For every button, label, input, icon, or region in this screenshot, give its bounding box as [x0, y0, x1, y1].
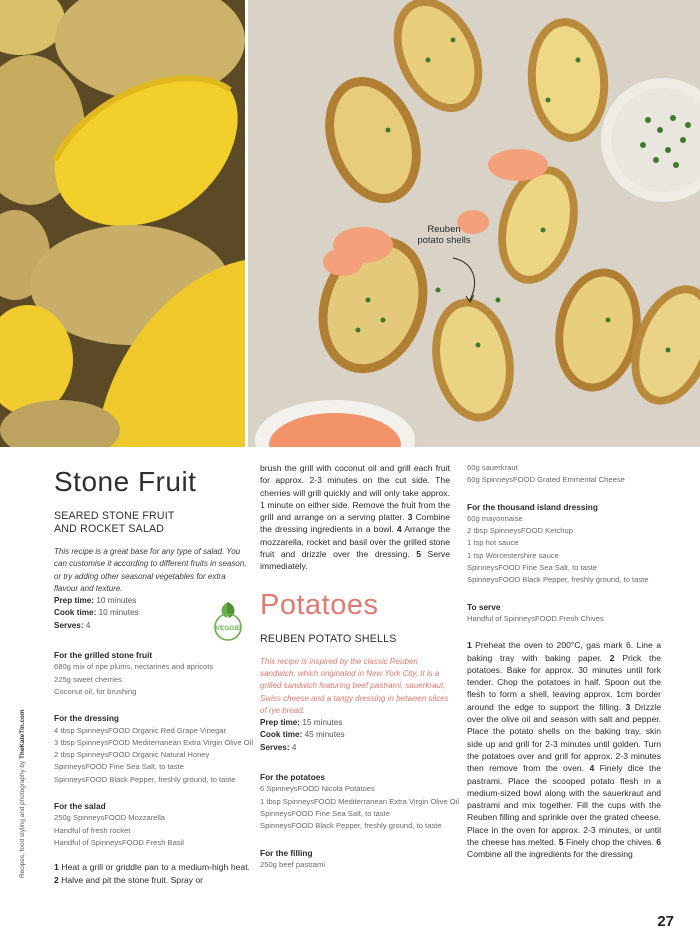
right-column: [467, 462, 661, 861]
ingredient-item: 6 SpinneysFOOD Nicola Potatoes: [260, 784, 375, 794]
photo-caption-line2: potato shells: [417, 235, 471, 246]
step-number: 3: [625, 701, 631, 712]
serves-value: 4: [291, 742, 297, 752]
step-number: 2: [609, 652, 615, 663]
step-text: Halve and pit the stone fruit. Spray or: [58, 874, 204, 885]
credit-text: Recipes, food styling and photography by: [19, 758, 26, 878]
potatoes-photo: [0, 0, 245, 447]
ingredient-item: SpinneysFOOD Fine Sea Salt, to taste: [260, 808, 390, 818]
step-number: 1: [467, 640, 472, 651]
step-text: brush the grill with coconut oil and grill each fruit for approx. 2-3 minutes on the cut side. The cherries will grill quickly and will only take approx. 1 minute on either side. Remove the fruit from the grill and arrange on a serving platter.: [260, 463, 450, 523]
ingredient-item: 2 tbsp SpinneysFOOD Organic Natural Honey: [54, 750, 210, 760]
photo-caption-line1: Reuben: [427, 224, 461, 235]
salad-heading: For the salad: [54, 801, 106, 812]
ingredient-item: SpinneysFOOD Fine Sea Salt, to taste: [467, 563, 597, 573]
step-text: Prick the potatoes. Bake for approx. 30 minutes until fork tender. Chop the potatoes in half. Spoon out the flesh to form a shell, leaving approx. 1cm border around the edge to support the filling.: [467, 652, 661, 712]
ingredient-item: 2 tbsp SpinneysFOOD Ketchup: [467, 526, 573, 536]
ingredient-item: 1 tbsp SpinneysFOOD Mediterranean Extra Virgin Olive Oil: [260, 796, 460, 806]
filling-list-cont: [467, 462, 661, 487]
photo-caption: [414, 224, 474, 246]
thousand-island-heading: For the thousand island dressing: [467, 501, 598, 512]
reuben-photo-illustration: [248, 0, 700, 447]
salad-list: [54, 812, 250, 849]
step-number: 3: [407, 512, 413, 523]
ingredient-item: SpinneysFOOD Black Pepper, freshly ground, to taste: [467, 575, 649, 585]
potatoes-photo-illustration: [0, 0, 245, 447]
filling-heading: For the filling: [260, 847, 313, 858]
step-text: Serve immediately.: [260, 549, 450, 572]
step-number: 5: [558, 837, 564, 848]
serves-label: Serves:: [260, 742, 290, 752]
step-number: 2: [54, 874, 59, 885]
potatoes-list: [260, 783, 460, 832]
page-number: 27: [657, 913, 674, 930]
ingredient-item: Handful of fresh rocket: [54, 825, 131, 835]
cook-label: Cook time:: [54, 608, 97, 618]
dressing-heading: For the dressing: [54, 713, 120, 724]
cook-value: 10 minutes: [98, 608, 139, 618]
photo-credit: [18, 688, 28, 878]
stone-fruit-title: Stone Fruit: [54, 466, 197, 497]
step-text: Arrange the mozzarella, rocket and basil over the grilled stone fruit and drizzle over the dressing.: [260, 524, 450, 560]
ingredient-item: Handful of SpinneysFOOD Fresh Chives: [467, 613, 604, 623]
ingredient-item: Handful of SpinneysFOOD Fresh Basil: [54, 837, 184, 847]
potatoes-heading: For the potatoes: [260, 772, 325, 783]
prep-label: Prep time:: [260, 718, 301, 728]
ingredient-item: 60g sauerkraut: [467, 463, 518, 472]
ingredient-item: 225g sweet cherries: [54, 674, 122, 684]
ingredient-item: SpinneysFOOD Fine Sea Salt, to taste: [54, 762, 184, 772]
ingredient-item: 1 tsp Worcestershire sauce: [467, 550, 559, 560]
to-serve-heading: To serve: [467, 601, 501, 612]
step-number: 4: [589, 763, 595, 774]
to-serve-list: [467, 613, 661, 625]
cook-label: Cook time:: [260, 730, 303, 740]
step-number: 5: [416, 549, 422, 560]
stone-fruit-intro: This recipe is a great base for any type of salad. You can customise it according to different fruits in season, or try adding other seasonal vegetables for extra flavour and texture.: [54, 547, 247, 593]
recipe-name-line2: AND ROCKET SALAD: [54, 523, 165, 535]
step-text: Finely chop the chives.: [563, 837, 657, 848]
step-number: 4: [396, 524, 402, 535]
serves-label: Serves:: [54, 620, 84, 630]
ingredient-item: 4 tbsp SpinneysFOOD Organic Red Grape Vinegar: [54, 725, 227, 735]
recipe-name-line1: SEARED STONE FRUIT: [54, 510, 175, 522]
dressing-list: [54, 725, 254, 786]
thousand-island-list: [467, 513, 661, 587]
potatoes-title: Potatoes: [260, 588, 379, 621]
step-text: Preheat the oven to 200°C, gas mark 6. Line a baking tray with baking paper.: [467, 640, 661, 663]
ingredient-item: 1 tsp hot sauce: [467, 538, 519, 548]
ingredient-item: SpinneysFOOD Black Pepper, freshly ground, to taste: [54, 774, 236, 784]
step-text: Combine the dressing ingredients in a bowl.: [260, 512, 450, 535]
filling-list-start: [260, 859, 450, 871]
ingredient-item: 60g SpinneysFOOD Grated Emmental Cheese: [467, 475, 625, 485]
ingredient-item: 60g mayonnaise: [467, 513, 523, 523]
step-number: 6: [656, 837, 661, 848]
middle-column: [260, 462, 460, 871]
step-text: Drizzle over the olive oil and season with salt and pepper. Place the potato shells on the baking tray, skin side up and grill for 2-3 minutes until golden. Turn the potatoes over and grill for approx. 2-3 minutes then remove from the oven.: [467, 701, 661, 774]
photo-banner: [0, 0, 700, 447]
step-text: Finely dice the pastrami. Place the scooped potato flesh in a medium-sized bowl along with the sauerkraut and pastrami and mix together. Fill the cups with the Reuben filling and sprinkle over the grated cheese. Place in the oven for approx. 2-3 minutes, or until the cheese has melted.: [467, 763, 661, 848]
grilled-fruit-list: [54, 661, 250, 698]
veggie-badge-label: VEGGIE: [215, 625, 241, 632]
potatoes-method: [467, 639, 661, 860]
stone-fruit-recipe-name: [54, 510, 250, 536]
ingredient-item: 680g mix of ripe plums, nectarines and apricots: [54, 662, 214, 672]
serves-value: 4: [85, 620, 91, 630]
credit-brand: TheKateTin.com: [19, 709, 26, 759]
prep-value: 10 minutes: [96, 596, 137, 606]
step-text: Heat a grill or griddle pan to a medium-high heat.: [58, 862, 250, 873]
ingredient-item: 250g beef pastrami: [260, 859, 326, 869]
potatoes-recipe-name: REUBEN POTATO SHELLS: [260, 632, 397, 645]
step-number: 1: [54, 862, 59, 873]
stone-fruit-column: [54, 462, 254, 886]
prep-value: 15 minutes: [302, 718, 343, 728]
prep-label: Prep time:: [54, 596, 95, 606]
ingredient-item: Coconut oil, for brushing: [54, 686, 137, 696]
veggie-badge-icon: [210, 600, 246, 642]
grilled-fruit-heading: For the grilled stone fruit: [54, 650, 153, 661]
stone-fruit-method-cont: [260, 462, 450, 573]
ingredient-item: 250g SpinneysFOOD Mozzarella: [54, 813, 166, 823]
ingredient-item: SpinneysFOOD Black Pepper, freshly ground, to taste: [260, 821, 442, 831]
step-text: Combine all the ingredients for the dressing: [467, 849, 633, 860]
ingredient-item: 3 tbsp SpinneysFOOD Mediterranean Extra Virgin Olive Oil: [54, 737, 254, 747]
cook-value: 45 minutes: [304, 730, 345, 740]
reuben-potato-shells-photo: [248, 0, 700, 447]
potatoes-meta: [260, 717, 450, 754]
potatoes-intro: This recipe is inspired by the classic Reuben sandwich, which originated in New York City. It is a grilled sandwich featuring beef pastrami, sauerkraut, Swiss cheese and a tangy dressing in between slices of rye bread.: [260, 656, 449, 715]
stone-fruit-method-start: [54, 861, 250, 886]
